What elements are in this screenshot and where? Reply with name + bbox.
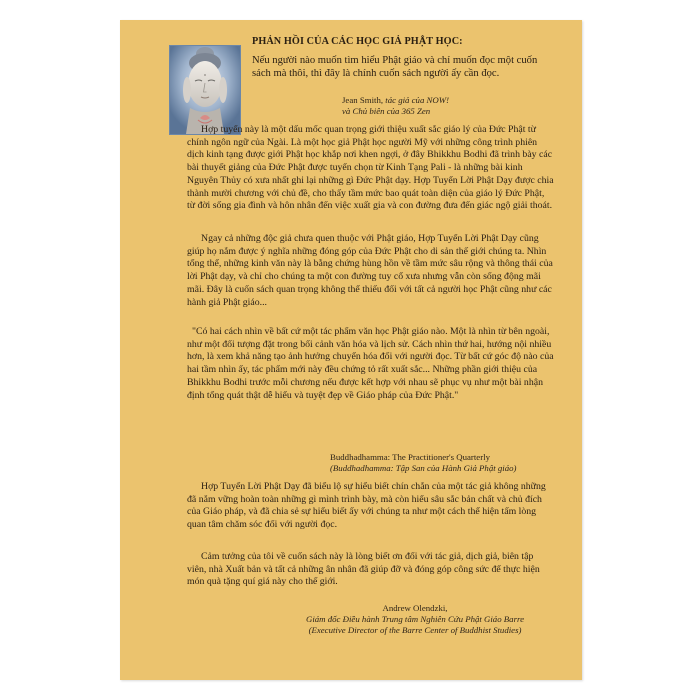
quote-jean-smith: Nếu người nào muốn tìm hiểu Phật giáo và chỉ muốn đọc một cuốn sách mà thôi, thì đây là chính cuốn sách người ấy cần đọc. <box>252 55 538 80</box>
source-title-vn: (Buddhadhamma: Tập San của Hành Giả Phật giáo) <box>330 462 517 473</box>
book-back-cover <box>120 20 582 680</box>
buddha-image <box>169 45 241 135</box>
feedback-heading: PHẢN HỒI CỦA CÁC HỌC GIẢ PHẬT HỌC: <box>252 36 463 47</box>
signature-name: Andrew Olendzki, <box>382 603 448 613</box>
paragraph-gratitude: Cảm tưởng của tôi về cuốn sách này là lòng biết ơn đối với tác giả, dịch giả, biên tập viên, nhà Xuất bản và tất cả những ân nhân đã giúp đỡ và đóng góp công sức để thực hiện món quà tặng quí giá này cho thế giới. <box>187 551 540 588</box>
author-role-line2: và Chủ biên của 365 Zen <box>342 105 431 116</box>
quote-attribution-jean-smith <box>342 95 562 117</box>
author-name: Jean Smith, <box>342 95 384 105</box>
paragraph-understanding: Hợp Tuyển Lời Phật Dạy đã biểu lộ sự hiểu biết chín chắn của một tác giả không những đã nắm vững hoàn toàn những gì mình trình bày, mà còn hiểu sâu sắc bản chất và chủ đích của Giáo pháp, và đã chia sẻ sự hiểu biết ấy với chúng ta như một cách thể hiện tấm lòng quan tâm chăm sóc đối với người đọc. <box>187 481 546 531</box>
signature-title: Giám đốc Điều hành Trung tâm Nghiên Cứu Phật Giáo Barre <box>305 613 525 624</box>
quote-source-buddhadhamma <box>330 452 570 474</box>
paragraph-readers: Ngay cả những độc giả chưa quen thuộc với Phật giáo, Hợp Tuyển Lời Phật Dạy cũng giúp họ nắm được ý nghĩa những đóng góp của Đức Phật cho di sản thế giới chúng ta. Nhìn tổng thể, những kinh văn này là bằng chứng hùng hồn về tầm mức sâu rộng và thông thái của lời Phật dạy, và chỉ cho chúng ta một con đường tuy cổ xưa nhưng vẫn còn sống động mãi mãi. Đây là cuốn sách quan trọng không thể thiếu đối với tất cả người học Phật cũng như các hành giả Phật giáo... <box>187 233 553 308</box>
author-role: tác giả của NOW! <box>383 95 450 105</box>
signature-andrew-olendzki <box>270 603 560 635</box>
quote-buddhadhamma: "Có hai cách nhìn về bất cứ một tác phẩm văn học Phật giáo nào. Một là nhìn từ bên ngoài, như một đối tượng đặt trong bối cảnh văn hóa và lịch sử. Cách nhìn thứ hai, hướng nội nhiều hơn, là xem khả năng tạo ảnh hưởng chuyển hóa đối với người đọc. Từ bất cứ góc độ nào của hai tầm nhìn ấy, tác phẩm mới này đều chứng tỏ rất xuất sắc... Những phần giới thiệu của Bhikkhu Bodhi trước mỗi chương nếu được kết hợp với nhau sẽ phục vụ như một bài nhận định tổng quát thật dễ hiểu và tuyệt đẹp về Giáo pháp của Đức Phật." <box>187 326 554 401</box>
source-title: Buddhadhamma: The Practitioner's Quarterly <box>330 452 490 462</box>
paragraph-intro: Hợp tuyển này là một dấu mốc quan trọng giới thiệu xuất sắc giáo lý của Đức Phật từ chính ngôn ngữ của Ngài. Là một học giả Phật học người Mỹ với những công trình phiên dịch kinh tạng được giới Phật học khắp nơi khen ngợi, ở đây Bhikkhu Bodhi đã trình bày các bài thuyết giảng của Đức Phật được tuyển chọn từ Kinh Tạng Pali - là những bài kinh Nguyên Thủy có xưa nhất ghi lại những gì Đức Phật dạy. Hợp Tuyển Lời Phật Dạy được chia thành mười chương với chủ đề, cho thấy tầm mức bao quát toàn diện của giáo lý Đức Phật, từ đời sống gia đình và hôn nhân đến việc xuất gia và con đường đưa đến giác ngộ giải thoát. <box>187 124 554 212</box>
signature-title-en: (Executive Director of the Barre Center of Buddhist Studies) <box>308 624 522 635</box>
